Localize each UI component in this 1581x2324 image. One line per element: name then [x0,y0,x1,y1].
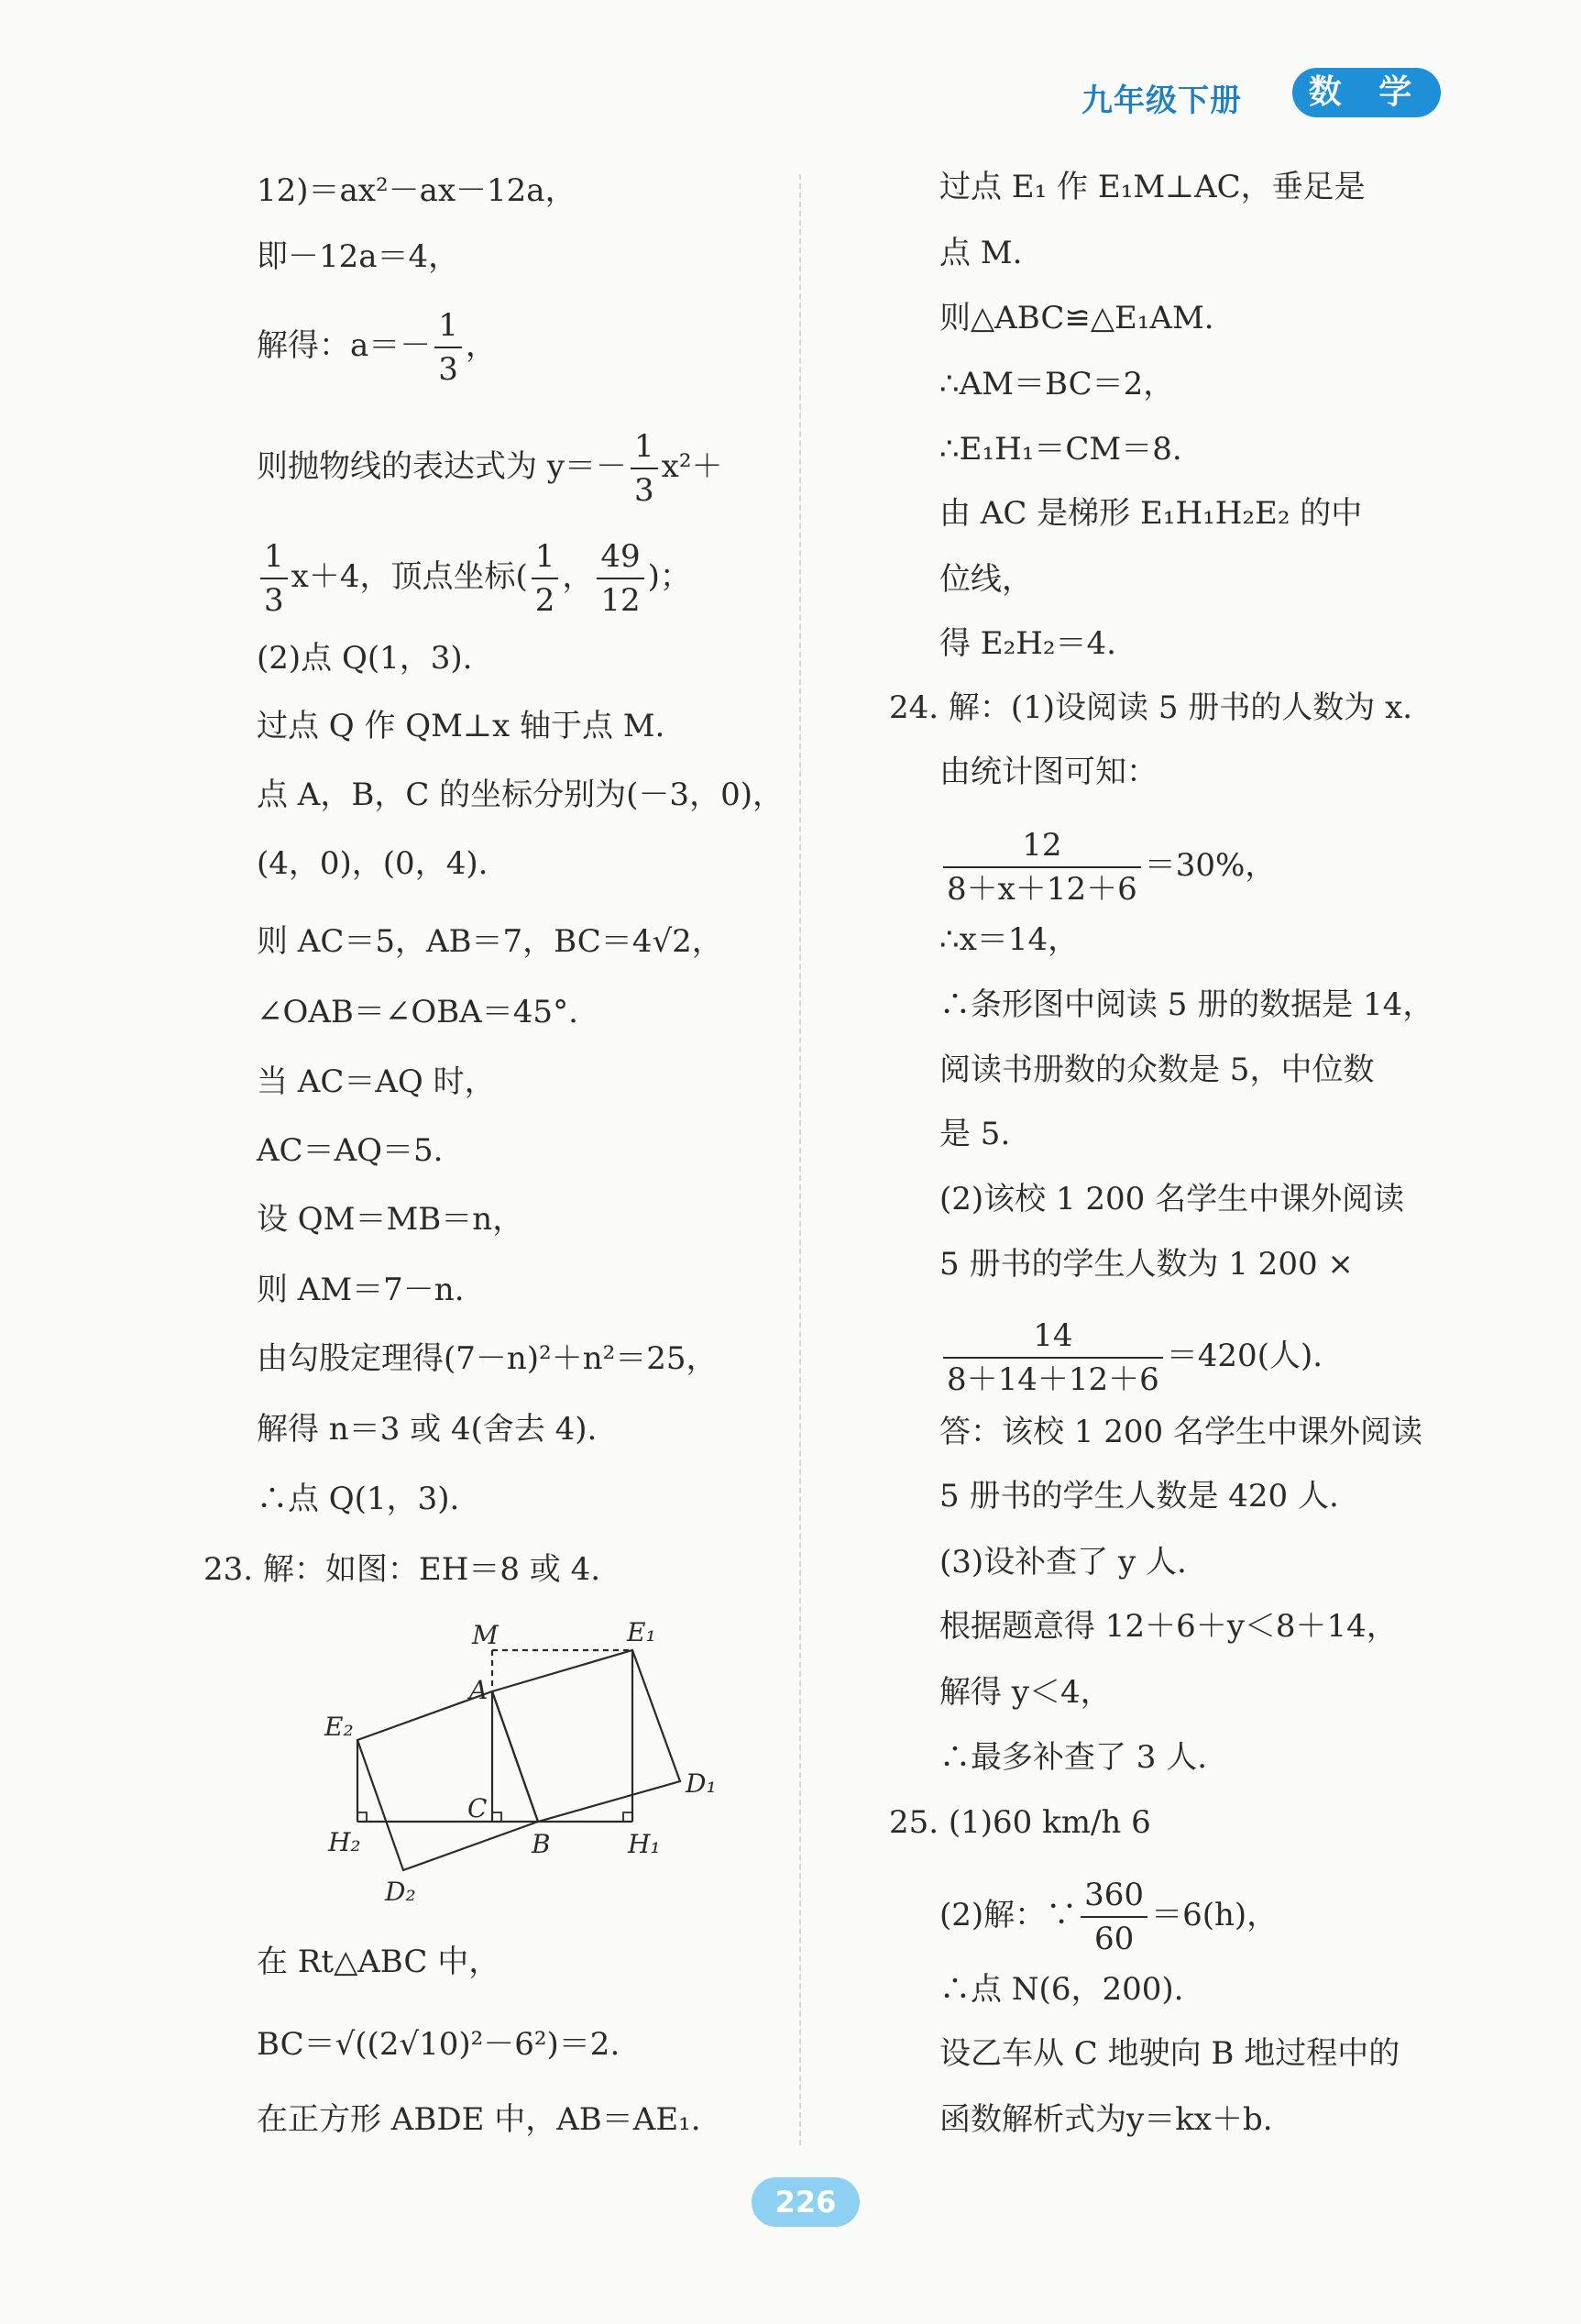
label-M: M [472,1620,499,1650]
right-line-3: 则△ABC≌△E₁AM. [939,300,1214,336]
denominator: 3 [634,472,654,509]
numerator: 1 [260,541,288,579]
subject-badge: 数 学 [1292,68,1441,117]
header-grade: 九年级下册 [1081,83,1242,119]
left-line-10: 则 AC＝5，AB＝7，BC＝4√2， [257,923,723,960]
left-line-15: 则 AM＝7－n. [257,1272,465,1308]
numerator: 1 [631,431,658,469]
right-line-21: 根据题意得 12＋6＋y＜8＋14， [939,1608,1398,1645]
right-line-26: 设乙车从 C 地驶向 B 地过程中的 [939,2035,1400,2072]
fraction [943,1317,1163,1398]
text: )； [647,558,691,595]
label-C: C [467,1793,488,1823]
question-24: 24. 解：(1)设阅读 5 册书的人数为 x. [889,689,1413,726]
question-25: 25. (1)60 km/h 6 [889,1804,1151,1841]
left-line-4 [257,428,723,509]
left-line-11: ∠OAB＝∠OBA＝45°. [257,994,578,1030]
fraction [434,307,462,388]
text: 则抛物线的表达式为 y＝－ [257,448,628,485]
right-line-6: 由 AC 是梯形 E₁H₁H₂E₂ 的中 [939,495,1363,532]
numerator: 49 [597,541,643,579]
square-E2ABD2 [357,1691,538,1870]
numerator: 12 [943,830,1141,868]
numerator: 14 [943,1320,1163,1359]
fraction [532,538,559,619]
right-line-8: 得 E₂H₂＝4. [939,625,1116,662]
text: 解得：a＝－ [257,327,432,364]
denominator: 60 [1093,1921,1135,1957]
left-line-21: 在正方形 ABDE 中，AB＝AE₁. [257,2101,701,2138]
label-E2: E₂ [324,1712,354,1742]
left-line-3 [257,307,497,388]
left-line-6: (2)点 Q(1，3). [257,640,473,677]
left-line-7: 过点 Q 作 QM⊥x 轴于点 M. [257,708,665,744]
right-line-15: (2)该校 1 200 名学生中课外阅读 [939,1181,1405,1217]
right-line-18: 答：该校 1 200 名学生中课外阅读 [939,1414,1422,1450]
text: ， [465,327,497,364]
right-line-17 [939,1317,1323,1398]
text: (2)解：∵ [939,1897,1078,1933]
fraction [597,538,643,619]
text: ＝30%， [1144,847,1277,884]
numerator: 1 [434,310,462,348]
denominator: 3 [264,582,284,619]
left-line-20: BC＝√((2√10)²－6²)＝2. [257,2026,620,2063]
right-line-13: 阅读书册数的众数是 5，中位数 [939,1052,1375,1088]
text: ， [562,558,594,595]
left-line-8: 点 A，B，C 的坐标分别为(－3，0)， [257,777,784,813]
text: x＋4，顶点坐标( [291,558,528,595]
label-A: A [469,1675,489,1705]
numerator: 360 [1081,1879,1147,1918]
right-line-25: ∴点 N(6，200). [939,1971,1184,2008]
label-H1: H₁ [628,1829,661,1859]
right-line-1: 过点 E₁ 作 E₁M⊥AC，垂足是 [939,169,1366,205]
fraction [1081,1879,1147,1955]
left-line-17: 解得 n＝3 或 4(舍去 4). [257,1411,598,1448]
right-line-2: 点 M. [939,235,1023,271]
denominator: 2 [534,582,555,619]
left-line-9: (4，0)，(0，4). [257,845,489,882]
left-line-1: 12)＝ax²－ax－12a， [257,172,576,209]
denominator: 8＋x＋12＋6 [947,871,1137,908]
left-line-12: 当 AC＝AQ 时， [257,1063,496,1100]
label-B: B [532,1829,551,1859]
denominator: 3 [438,351,458,388]
fraction [631,428,658,509]
text: x²＋ [661,448,723,485]
left-line-2: 即－12a＝4， [257,238,460,275]
denominator: 8＋14＋12＋6 [947,1361,1159,1398]
text: ＝6(h)， [1151,1897,1279,1933]
right-line-9: 由统计图可知： [939,754,1158,790]
left-line-18: ∴点 Q(1，3). [257,1481,460,1517]
right-angle-H2 [357,1812,367,1822]
left-line-5 [257,538,691,619]
right-line-23: ∴最多补查了 3 人. [939,1739,1208,1776]
numerator: 1 [532,541,559,579]
left-line-14: 设 QM＝MB＝n， [257,1201,524,1238]
right-line-22: 解得 y＜4， [939,1674,1112,1711]
fraction [943,827,1141,908]
left-line-13: AC＝AQ＝5. [257,1132,444,1169]
denominator: 12 [600,582,641,619]
page-number: 226 [752,2177,860,2227]
right-angle-H1 [623,1812,632,1822]
right-line-24 [939,1879,1278,1955]
question-23: 23. 解：如图：EH＝8 或 4. [203,1551,601,1588]
fraction [260,538,288,619]
right-line-4: ∴AM＝BC＝2， [939,366,1175,402]
right-line-14: 是 5. [939,1116,1011,1152]
right-line-16: 5 册书的学生人数为 1 200 × [939,1246,1354,1283]
text: ＝420(人). [1166,1338,1323,1374]
right-line-19: 5 册书的学生人数是 420 人. [939,1478,1339,1514]
right-line-10 [939,827,1277,908]
geometry-figure [312,1609,733,1916]
column-divider [799,174,801,2145]
square-AE1D1B [492,1650,680,1822]
label-D1: D₁ [686,1768,717,1799]
left-line-19: 在 Rt△ABC 中， [257,1944,500,1980]
left-line-16: 由勾股定理得(7－n)²＋n²＝25， [257,1340,718,1377]
label-E1: E₁ [627,1617,656,1647]
right-line-5: ∴E₁H₁＝CM＝8. [939,431,1182,468]
label-H2: H₂ [328,1827,361,1857]
right-line-20: (3)设补查了 y 人. [939,1544,1187,1581]
label-D2: D₂ [385,1877,416,1907]
right-line-12: ∴条形图中阅读 5 册的数据是 14， [939,986,1434,1023]
right-line-11: ∴x＝14， [939,921,1080,958]
right-angle-C [492,1812,501,1822]
right-line-27: 函数解析式为y＝kx＋b. [939,2101,1273,2138]
right-line-7: 位线， [939,561,1033,598]
